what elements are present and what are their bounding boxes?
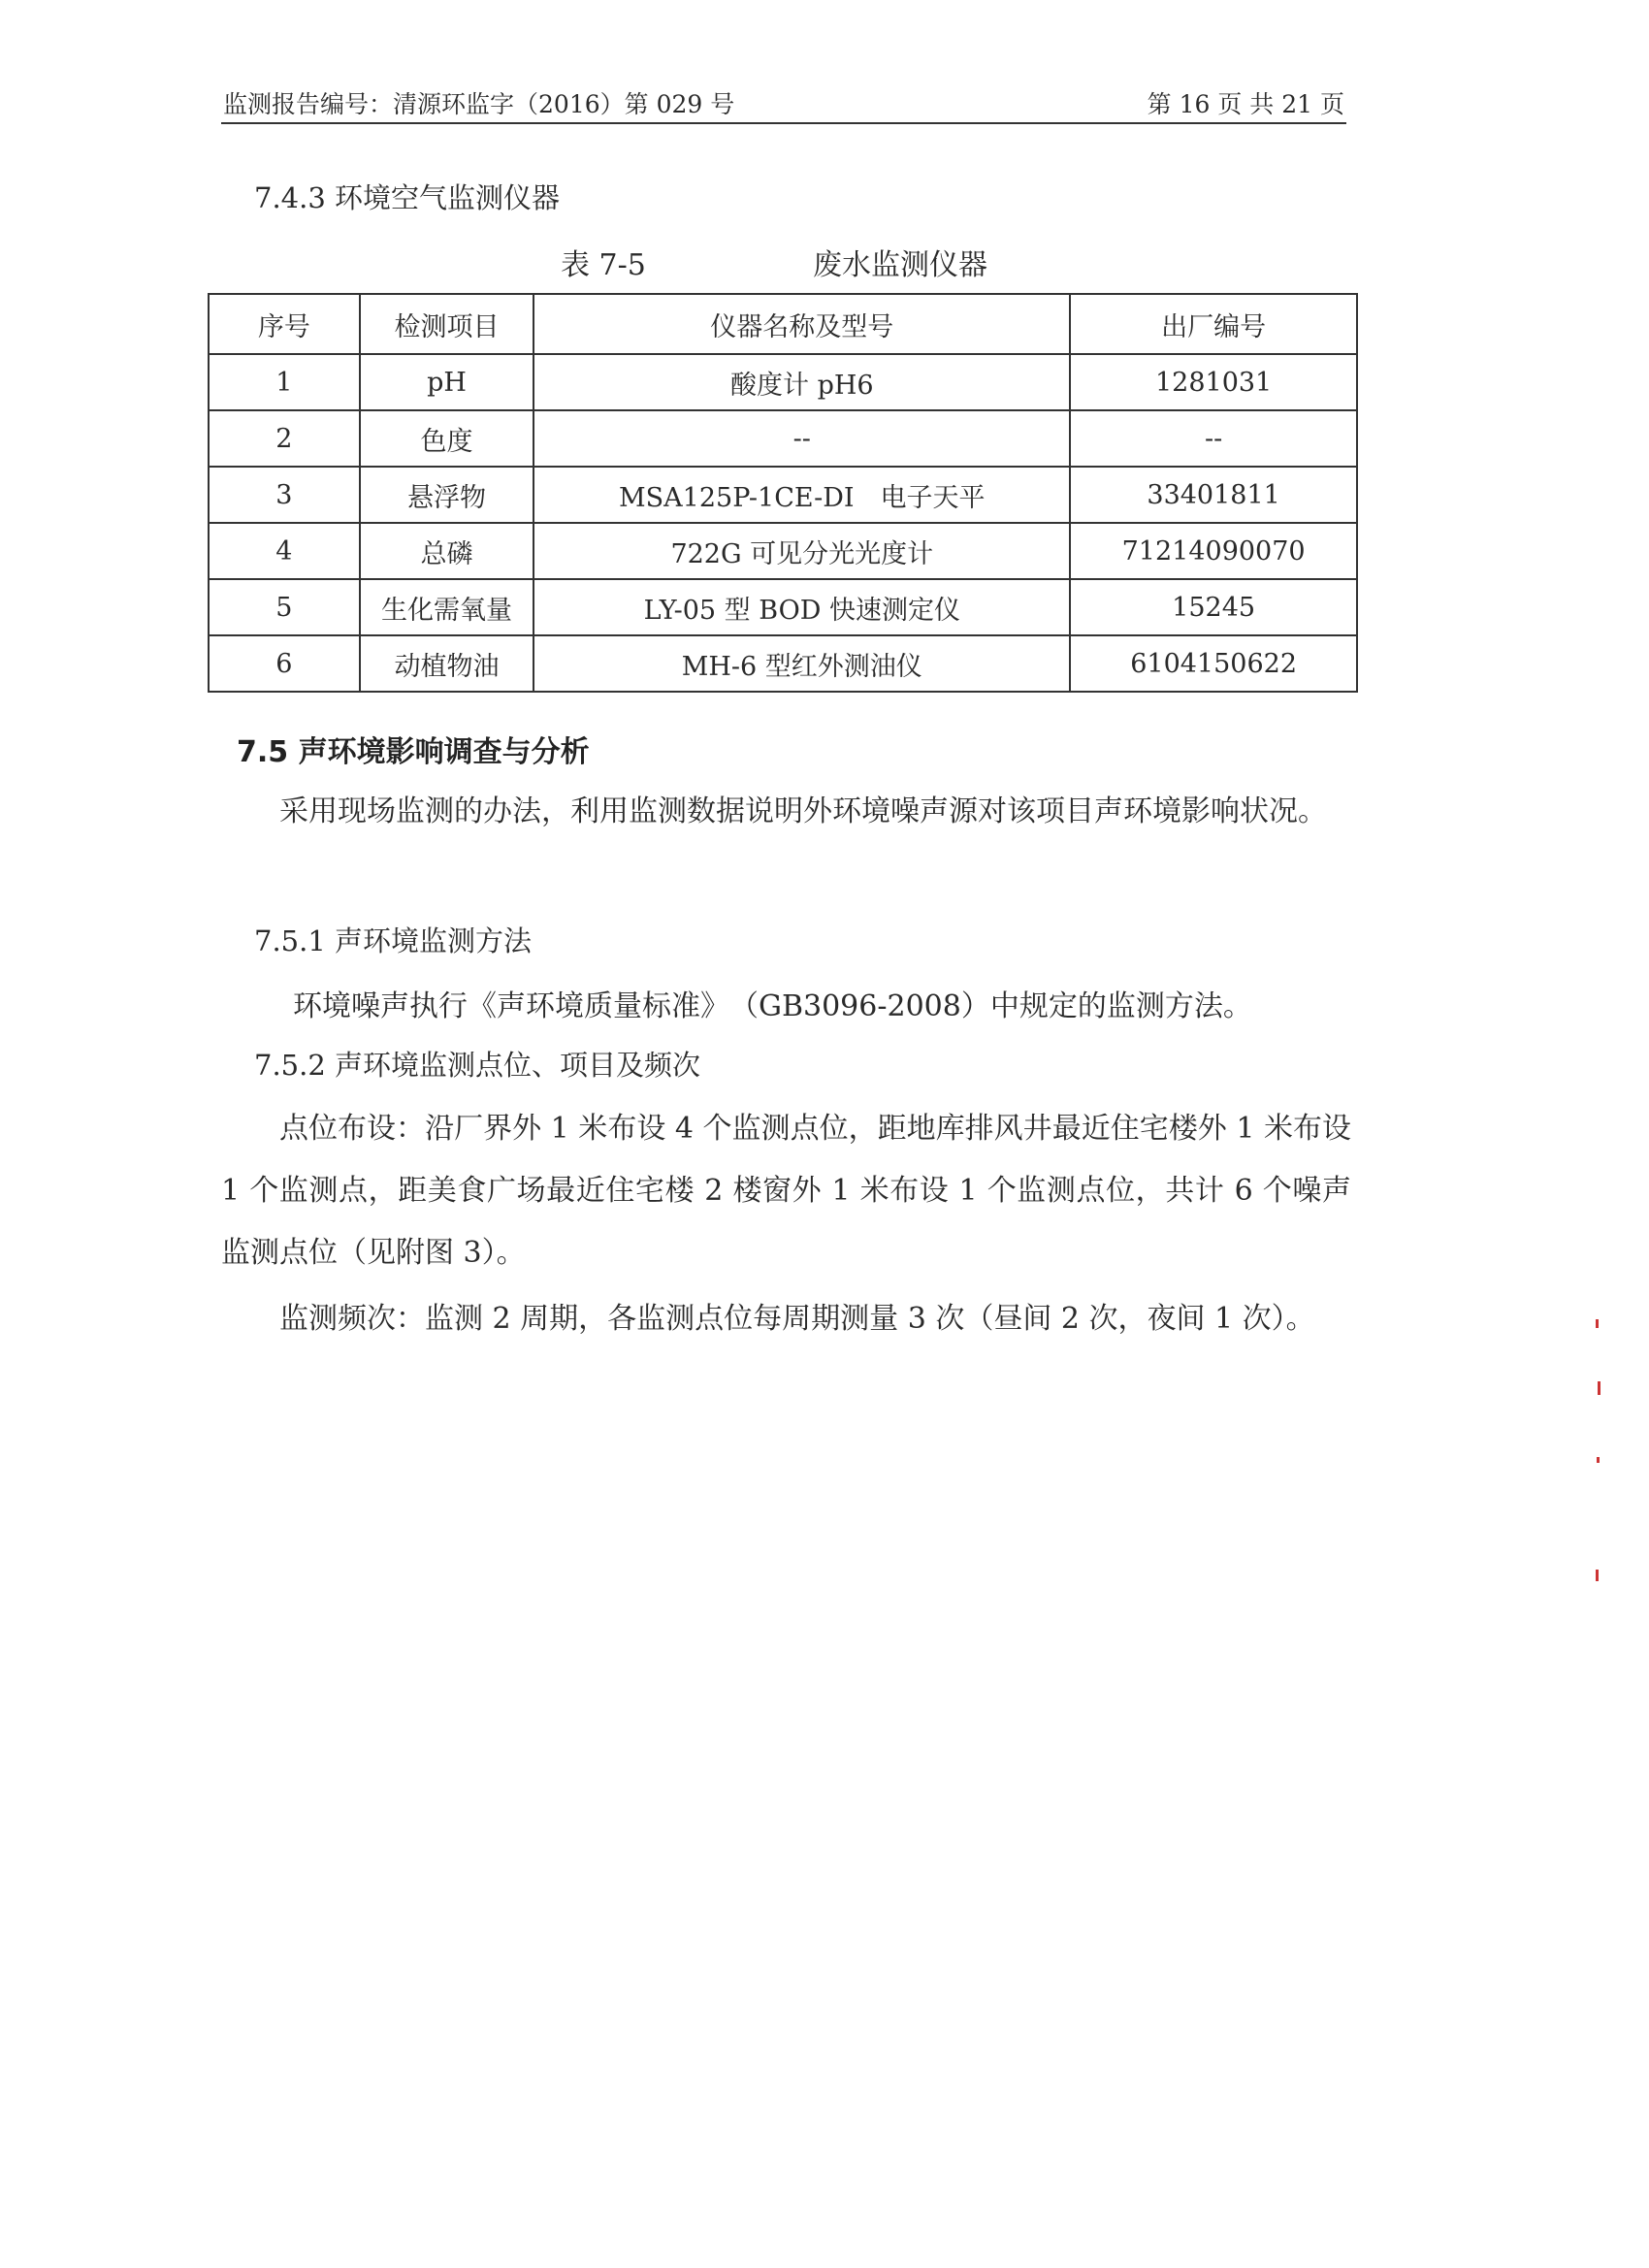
table-cell: 1281031 [1070,354,1357,410]
section-7-5-1-title: 7.5.1 声环境监测方法 [254,924,533,957]
table-number: 表 7-5 [561,248,646,282]
header-cell: 序号 [209,294,360,354]
table-row [209,354,1357,410]
table-cell: 33401811 [1070,467,1357,523]
table-cell: 71214090070 [1070,523,1357,579]
section-7-5-2-title: 7.5.2 声环境监测点位、项目及频次 [254,1049,701,1082]
table-cell: 3 [209,467,360,523]
page-header [221,80,1346,124]
table-cell: MSA125P-1CE-DI 电子天平 [534,467,1070,523]
table-cell: 4 [209,523,360,579]
table-cell: 6 [209,635,360,692]
table-cell: 2 [209,410,360,467]
table-cell: 1 [209,354,360,410]
table-cell: MH-6 型红外测油仪 [534,635,1070,692]
table-row [209,635,1357,692]
scan-speck [1597,1457,1600,1463]
section-7-5-1-text: 环境噪声执行《声环境质量标准》 （GB3096-2008）中规定的监测方法。 [293,989,1252,1023]
table-cell: 15245 [1070,579,1357,635]
table-cell: LY-05 型 BOD 快速测定仪 [534,579,1070,635]
scan-speck [1596,1319,1599,1328]
instrument-table [208,293,1358,693]
table-cell: -- [534,410,1070,467]
table-cell: 生化需氧量 [360,579,534,635]
header-cell: 检测项目 [360,294,534,354]
scan-speck [1598,1381,1600,1395]
section-7-5-2-points: 点位布设：沿厂界外 1 米布设 4 个监测点位，距地库排风井最近住宅楼外 1 米布设 1 个监测点，距美食广场最近住宅楼 2 楼窗外 1 米布设 1 个监测点位，共计 6 个噪声监测点位（见附图 3）。 [221,1112,1351,1270]
report-number: 监测报告编号：清源环监字（2016）第 029 号 [223,90,735,118]
header-cell: 仪器名称及型号 [534,294,1070,354]
table-cell: 6104150622 [1070,635,1357,692]
section-7-4-3-title: 7.4.3 环境空气监测仪器 [254,181,561,214]
table-cell: 722G 可见分光光度计 [534,523,1070,579]
table-row [209,579,1357,635]
table-cell: pH [360,354,534,410]
table-row [209,410,1357,467]
table-cell: 色度 [360,410,534,467]
table-cell: 酸度计 pH6 [534,354,1070,410]
table-row [209,523,1357,579]
table-cell: 总磷 [360,523,534,579]
table-cell: 5 [209,579,360,635]
scan-speck [1596,1570,1599,1581]
header-cell: 出厂编号 [1070,294,1357,354]
table-cell: 悬浮物 [360,467,534,523]
section-7-5-intro: 采用现场监测的办法，利用监测数据说明外环境噪声源对该项目声环境影响状况。 [279,794,1327,828]
table-cell: 动植物油 [360,635,534,692]
section-7-5-2-frequency: 监测频次：监测 2 周期，各监测点位每周期测量 3 次（昼间 2 次，夜间 1 次）。 [279,1302,1315,1336]
table-row [209,467,1357,523]
table-header-row [209,294,1357,354]
page-number: 第 16 页 共 21 页 [1147,90,1344,118]
table-cell: -- [1070,410,1357,467]
table-caption: 废水监测仪器 [813,248,987,282]
section-7-5-title: 7.5 声环境影响调查与分析 [237,735,590,769]
